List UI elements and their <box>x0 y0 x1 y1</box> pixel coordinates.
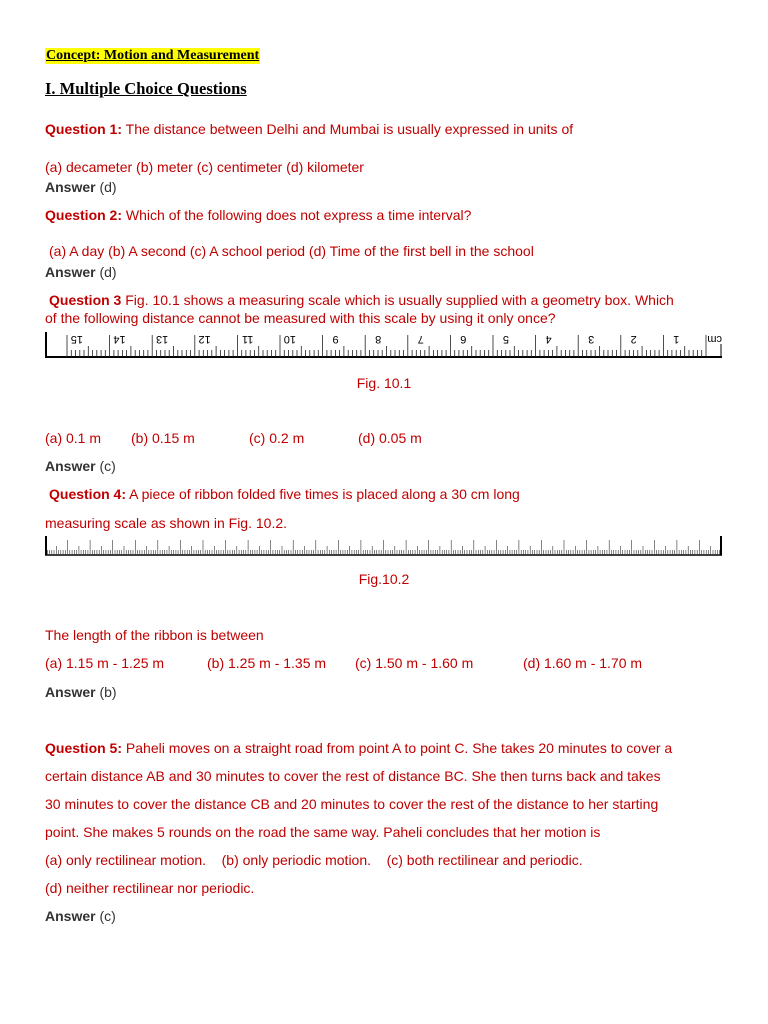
question-5-text-line-3: 30 minutes to cover the distance CB and 20 minutes to cover the rest of the distance to her starting <box>45 796 659 812</box>
answer-label: Answer <box>45 458 96 474</box>
question-5-options-line-1: (a) only rectilinear motion. (b) only periodic motion. (c) both rectilinear and periodic. <box>45 852 583 868</box>
question-5-text-line-4: point. She makes 5 rounds on the road the same way. Paheli concludes that her motion is <box>45 824 601 840</box>
answer-value: (c) <box>99 458 116 474</box>
question-4-answer <box>45 684 117 700</box>
question-3 <box>49 292 674 308</box>
question-3-label: Question 3 <box>49 292 122 308</box>
question-4-option-b: (b) 1.25 m - 1.35 m <box>207 655 327 671</box>
answer-label: Answer <box>45 264 96 280</box>
scale-label: 10 <box>283 333 296 345</box>
question-4-option-a: (a) 1.15 m - 1.25 m <box>45 655 165 671</box>
answer-value: (c) <box>99 908 116 924</box>
question-5 <box>45 740 672 756</box>
answer-value: (d) <box>99 264 117 280</box>
question-1-answer <box>45 179 117 195</box>
question-4-stem: The length of the ribbon is between <box>45 627 264 643</box>
question-3-option-a: (a) 0.1 m <box>45 430 102 446</box>
scale-label: 4 <box>545 333 552 345</box>
question-4-option-c: (c) 1.50 m - 1.60 m <box>355 655 474 671</box>
question-5-text-line-2: certain distance AB and 30 minutes to cover the rest of distance BC. She then turns back and takes <box>45 768 661 784</box>
scale-label: 15 <box>70 333 83 345</box>
question-4-option-d: (d) 1.60 m - 1.70 m <box>523 655 643 671</box>
question-3-answer <box>45 458 116 474</box>
scale-label: 5 <box>502 333 509 345</box>
question-5-text-line-1: Paheli moves on a straight road from point A to point C. She takes 20 minutes to cover a <box>125 740 673 756</box>
section-heading: I. Multiple Choice Questions <box>45 79 247 98</box>
question-2 <box>45 207 471 223</box>
question-4 <box>49 486 520 502</box>
question-1-options: (a) decameter (b) meter (c) centimeter (d) kilometer <box>45 159 364 175</box>
scale-label: 2 <box>630 333 637 345</box>
scale-label: 9 <box>332 333 339 345</box>
ribbon-scale-figure-10-2 <box>45 535 722 557</box>
answer-label: Answer <box>45 179 96 195</box>
scale-label: cm <box>707 333 722 345</box>
scale-label: 1 <box>673 333 680 345</box>
question-2-options: (a) A day (b) A second (c) A school period (d) Time of the first bell in the school <box>49 243 534 259</box>
question-3-option-d: (d) 0.05 m <box>358 430 422 446</box>
scale-label: 8 <box>375 333 382 345</box>
answer-value: (b) <box>99 684 117 700</box>
scale-label: 6 <box>460 333 467 345</box>
scale-label: 13 <box>155 333 169 345</box>
question-5-label: Question 5: <box>45 740 123 756</box>
figure-10-2-caption: Fig.10.2 <box>358 571 410 587</box>
figure-10-1-caption: Fig. 10.1 <box>356 375 412 391</box>
concept-title: Concept: Motion and Measurement <box>46 48 260 63</box>
scale-label: 14 <box>113 333 126 345</box>
question-1-label: Question 1: <box>45 121 123 137</box>
scale-label: 11 <box>241 333 254 345</box>
answer-label: Answer <box>45 684 96 700</box>
question-1-text: The distance between Delhi and Mumbai is usually expressed in units of <box>125 121 574 137</box>
question-2-label: Question 2: <box>45 207 123 223</box>
question-3-text-line-2: of the following distance cannot be measured with this scale by using it only once? <box>45 310 556 326</box>
measuring-scale-figure-10-1 <box>45 330 722 360</box>
question-3-option-c: (c) 0.2 m <box>249 430 305 446</box>
answer-value: (d) <box>99 179 117 195</box>
scale-label: 12 <box>198 333 211 345</box>
question-5-options-line-2: (d) neither rectilinear nor periodic. <box>45 880 255 896</box>
question-4-text-line-1: A piece of ribbon folded five times is placed along a 30 cm long <box>129 486 520 502</box>
question-5-answer <box>45 908 116 924</box>
scale-label: 3 <box>588 333 595 345</box>
question-2-answer <box>45 264 117 280</box>
question-2-text: Which of the following does not express a time interval? <box>125 207 472 223</box>
answer-label: Answer <box>45 908 96 924</box>
question-1 <box>45 121 573 137</box>
question-4-label: Question 4: <box>49 486 127 502</box>
question-3-text-line-1: Fig. 10.1 shows a measuring scale which is usually supplied with a geometry box. Which <box>125 292 674 308</box>
question-4-text-line-2: measuring scale as shown in Fig. 10.2. <box>45 515 288 531</box>
scale-label: 7 <box>417 333 424 345</box>
question-3-option-b: (b) 0.15 m <box>131 430 195 446</box>
